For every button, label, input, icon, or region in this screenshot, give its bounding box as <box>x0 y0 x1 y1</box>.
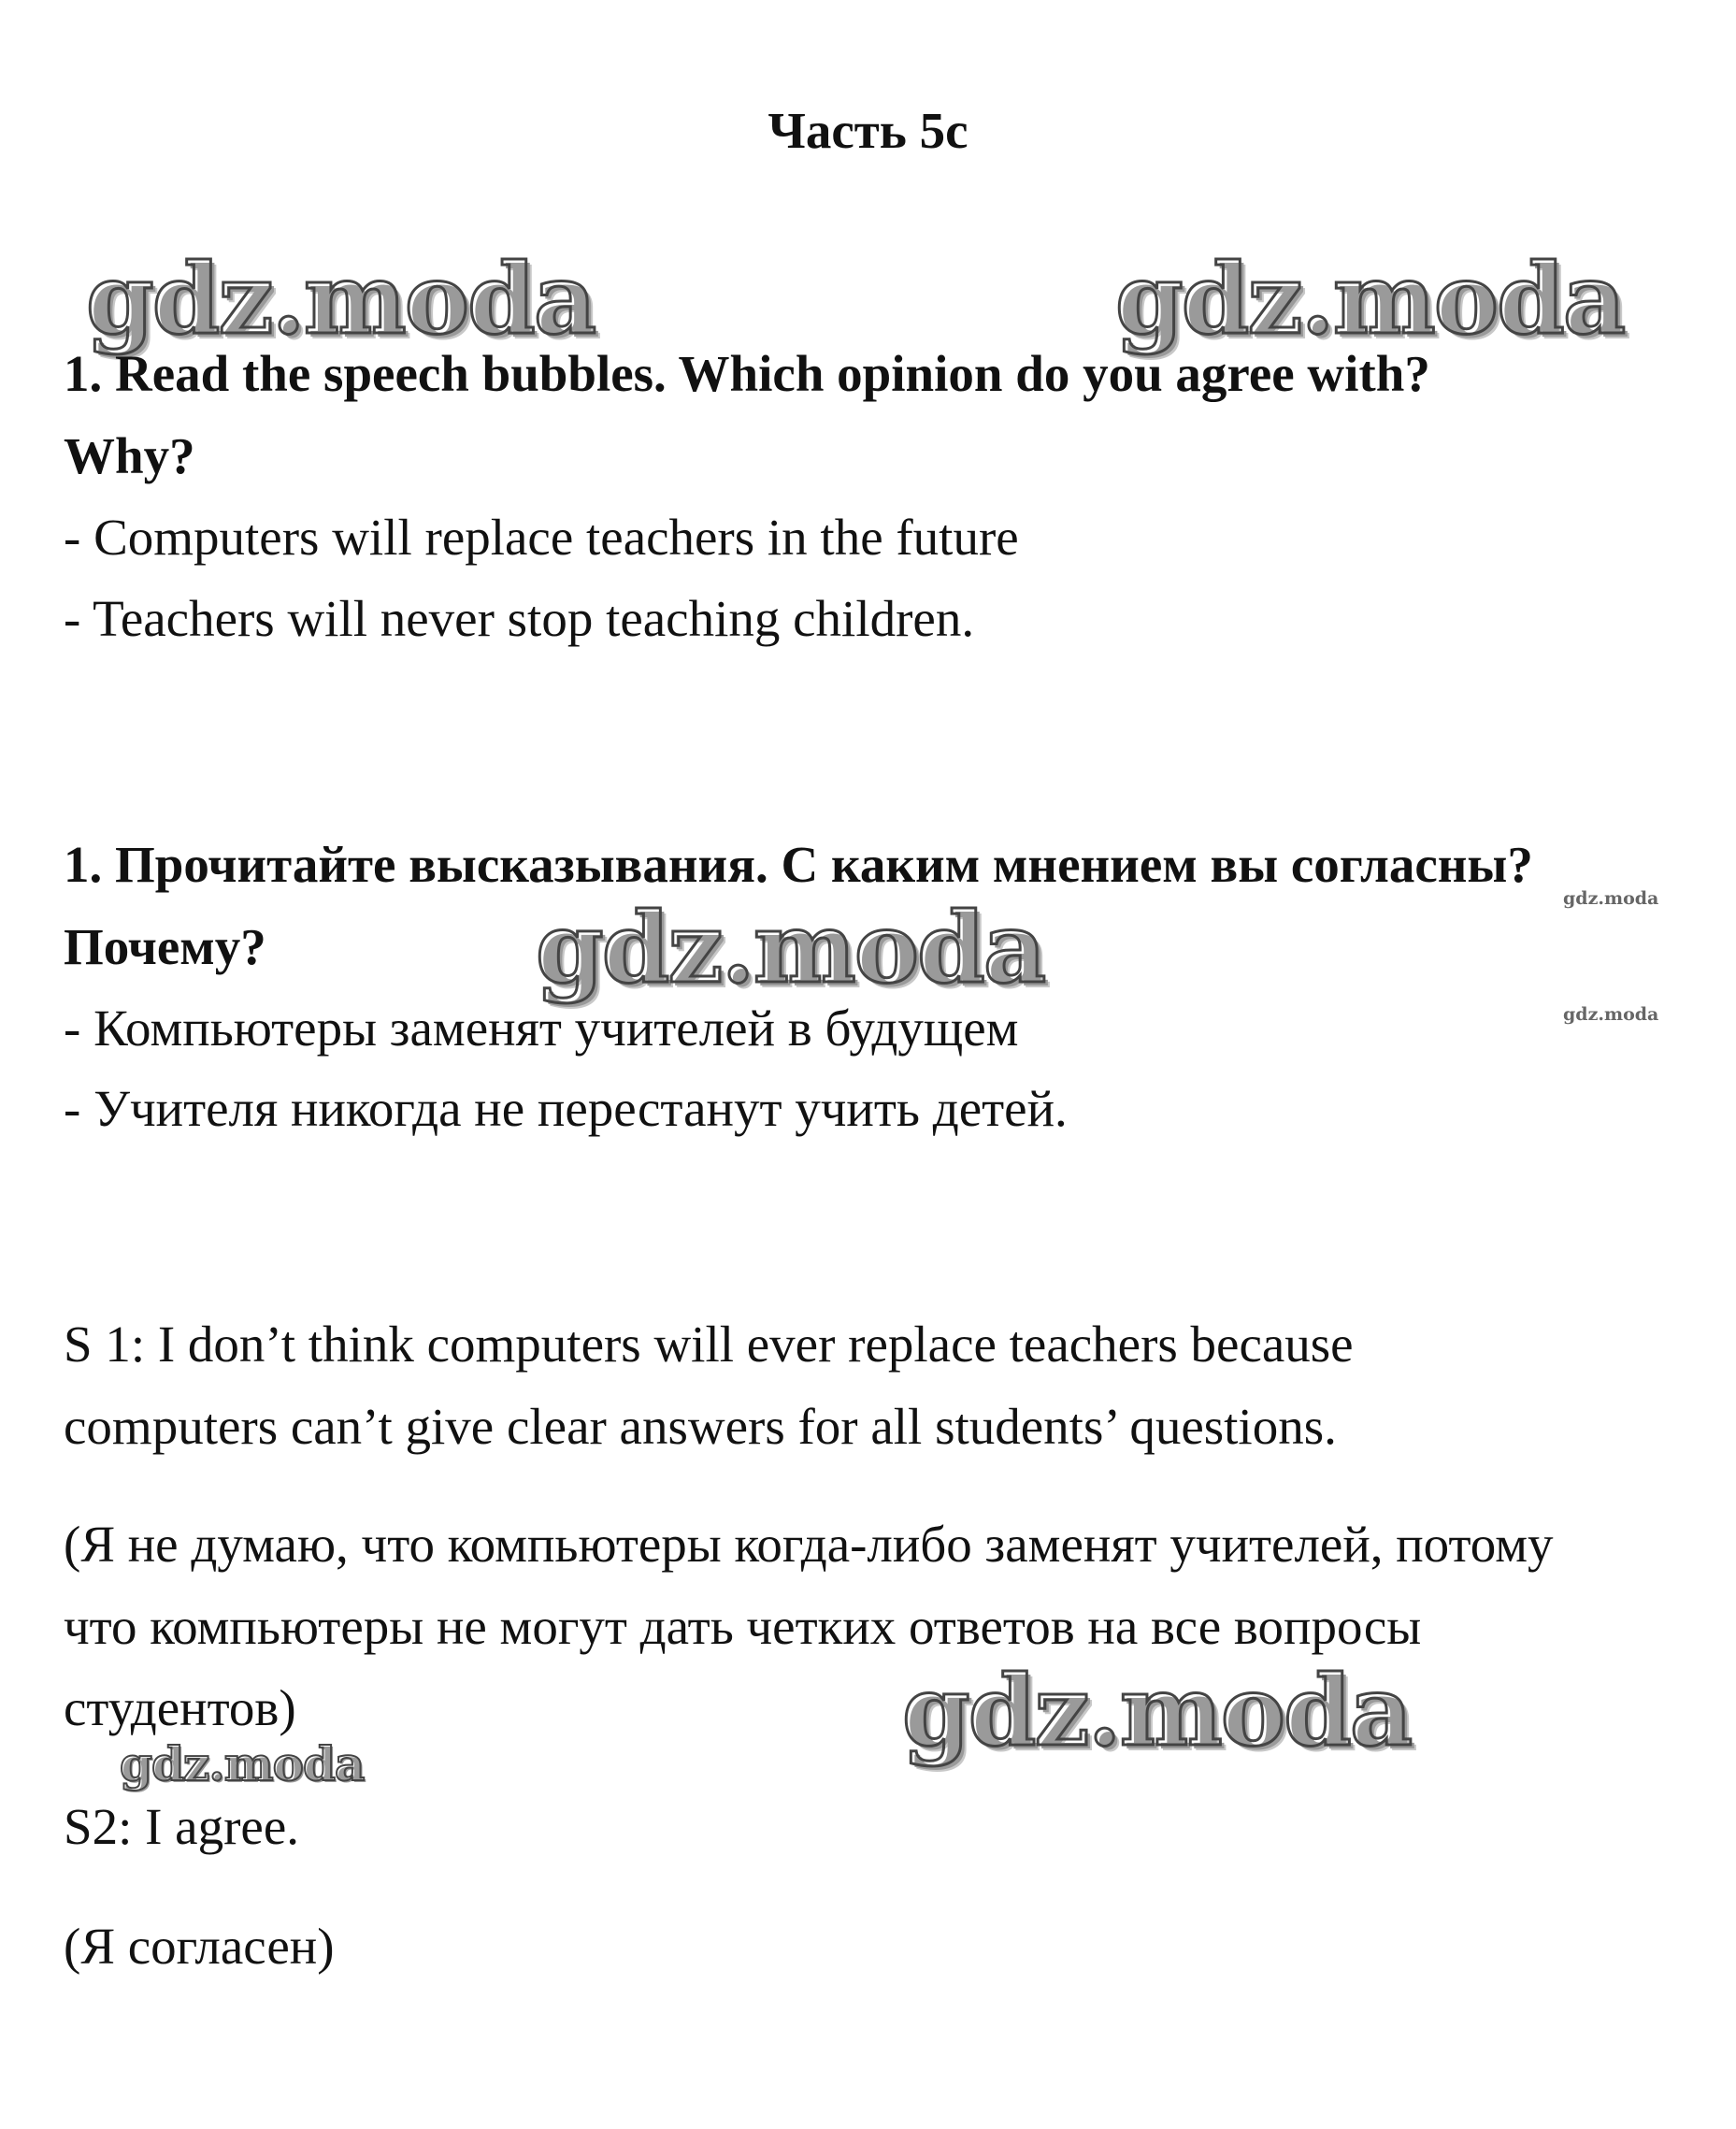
watermark-logo: gdz.moda <box>902 1653 1412 1768</box>
dialogue-s1-ru: (Я не думаю, что компьютеры когда-либо заменят учителей, потому <box>64 1516 1554 1573</box>
opinion-item-ru: - Учителя никогда не перестанут учить детей. <box>64 1080 1068 1137</box>
task-heading-ru-why: Почему? <box>64 918 266 975</box>
opinion-item-en: - Computers will replace teachers in the future <box>64 509 1019 566</box>
task-heading-en: 1. Read the speech bubbles. Which opinion do you agree with? <box>64 345 1430 402</box>
opinion-item-en: - Teachers will never stop teaching children. <box>64 590 975 647</box>
dialogue-s1-ru-end: студентов) <box>64 1679 296 1736</box>
watermark-logo: gdz.moda <box>1563 888 1659 909</box>
dialogue-s2-en: S2: I agree. <box>64 1798 299 1855</box>
watermark-logo: gdz.moda <box>1563 1004 1659 1025</box>
watermark-logo: gdz.moda <box>536 890 1045 1005</box>
opinion-item-ru: - Компьютеры заменят учителей в будущем <box>64 1000 1019 1057</box>
dialogue-s1-en-cont: computers can’t give clear answers for all students’ questions. <box>64 1398 1337 1455</box>
dialogue-s1-ru-cont: что компьютеры не могут дать четких ответов на все вопросы <box>64 1598 1422 1655</box>
task-heading-en-why: Why? <box>64 427 195 484</box>
dialogue-s2-ru: (Я согласен) <box>64 1918 335 1975</box>
dialogue-s1-en: S 1: I don’t think computers will ever replace teachers because <box>64 1316 1354 1373</box>
watermark-logo: gdz.moda <box>1115 241 1625 356</box>
task-heading-ru: 1. Прочитайте высказывания. С каким мнением вы согласны? <box>64 836 1533 893</box>
watermark-logo: gdz.moda <box>120 1736 365 1791</box>
page-title: Часть 5с <box>768 102 968 159</box>
watermark-logo: gdz.moda <box>86 241 595 356</box>
